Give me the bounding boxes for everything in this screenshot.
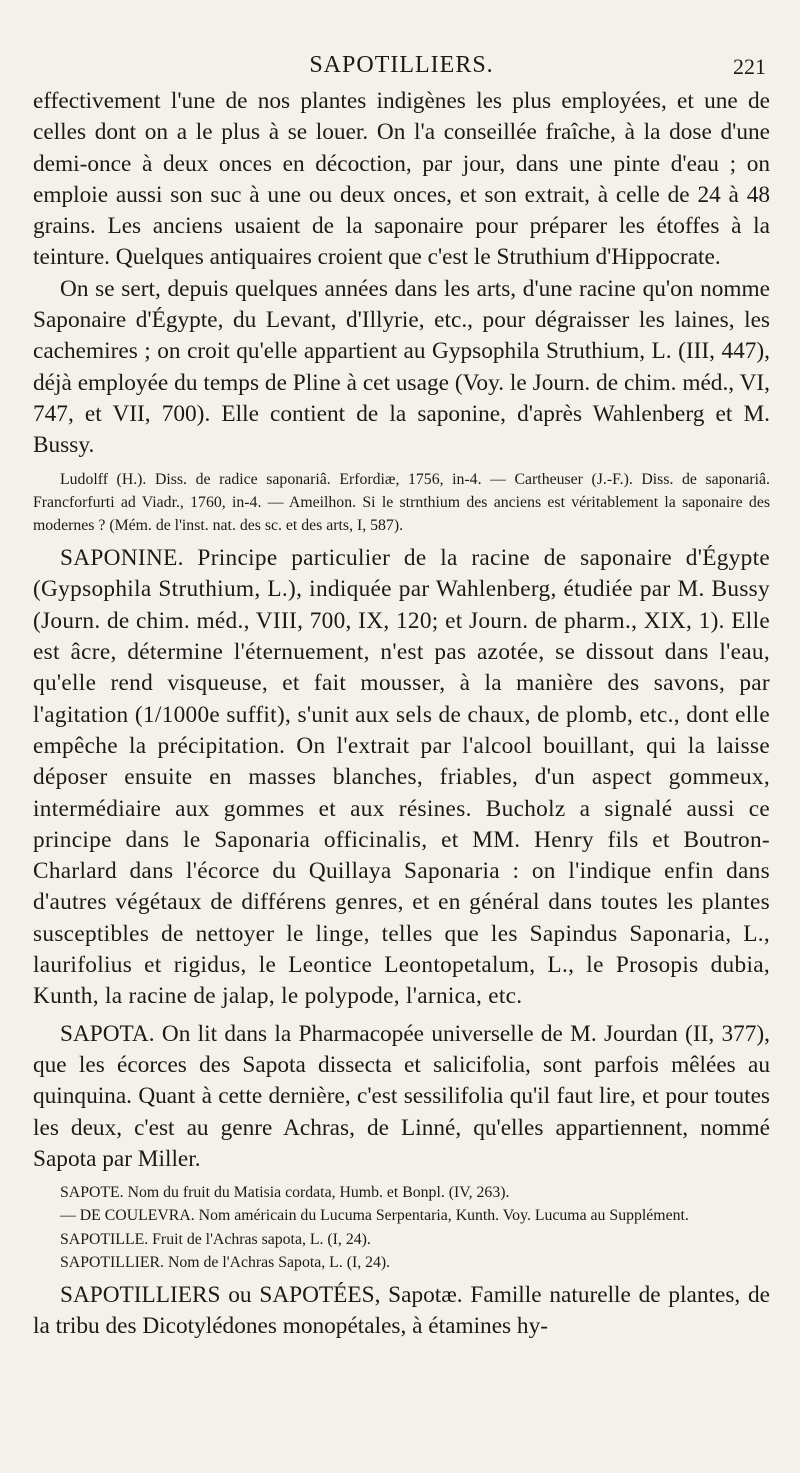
entry-saponine: SAPONINE. Principe particulier de la racine de saponaire d'Égypte (Gypsophila Struthium, L.), indiquée par Wahlenberg, étudiée par M. Bussy (Journ. de chim. méd., VIII, 700, IX, 120; et Journ. de pharm., XIX, 1). Elle est âcre, détermine l'éternuement, n'est pas azotée, se dissout dans l'eau, qu'elle rend visqueuse, et fait mousser, à la manière des savons, par l'agitation (1/1000e suffit), s'unit aux sels de chaux, de plomb, etc., dont elle empêche la précipitation. On l'extrait par l'alcool bouillant, qui la laisse déposer ensuite en masses blanches, friables, d'un aspect gommeux, intermédiaire aux gommes et aux résines. Bucholz a signalé aussi ce principe dans le Saponaria officinalis, et MM. Henry fils et Boutron-Charlard dans l'écorce du Quillaya Saponaria : on l'indique enfin dans d'autres végétaux de différens genres, et en général dans toutes les plantes susceptibles de nettoyer le linge, telles que les Sapindus Saponaria, L., laurifolius et rigidus, le Leontice Leontopetalum, L., le Prosopis dubia, Kunth, la racine de jalap, le polypode, l'arnica, etc.: [33, 545, 770, 1010]
note-de-coulevra: — DE COULEVRA. Nom américain du Lucuma Serpentaria, Kunth. Voy. Lucuma au Supplément.: [60, 1207, 689, 1225]
entry-sapotilliers: SAPOTILLIERS ou SAPOTÉES, Sapotæ. Famille naturelle de plantes, de la tribu des Dicotylédones monopétales, à étamines hy-: [33, 1281, 770, 1340]
note-sapote: SAPOTE. Nom du fruit du Matisia cordata, Humb. et Bonpl. (IV, 263).: [60, 1184, 510, 1202]
note-sapotille: SAPOTILLE. Fruit de l'Achras sapota, L. (I, 24).: [60, 1230, 371, 1248]
running-title: SAPOTILLIERS.: [309, 52, 494, 78]
entry-sapota: SAPOTA. On lit dans la Pharmacopée universelle de M. Jourdan (II, 377), que les écorces des Sapota dissecta et salicifolia, sont parfois mêlées au quinquina. Quant à cette dernière, c'est sessilifolia qu'il faut lire, et pour toutes les deux, c'est au genre Achras, de Linné, qu'elles appartiennent, nommé Sapota par Miller.: [33, 1020, 770, 1172]
paragraph-saponaire-egypte: On se sert, depuis quelques années dans les arts, d'une racine qu'on nomme Saponaire d'Égypte, du Levant, d'Illyrie, etc., pour dégraisser les laines, les cachemires ; on croit qu'elle appartient au Gypsophila Struthium, L. (III, 447), déjà employée du temps de Pline à cet usage (Voy. le Journ. de chim. méd., VI, 747, et VII, 700). Elle contient de la saponine, d'après Wahlenberg et M. Bussy.: [33, 275, 770, 459]
running-head: [33, 52, 770, 86]
note-sapotillier: SAPOTILLIER. Nom de l'Achras Sapota, L. (I, 24).: [60, 1253, 391, 1271]
note-bibliography: Ludolff (H.). Diss. de radice saponariâ. Erfordiæ, 1756, in-4. — Cartheuser (J.-F.). Diss. de saponariâ. Francforfurti ad Viadr., 1760, in-4. — Ameilhon. Si le strnthium des anciens est véritablement la saponaire des modernes ? (Mém. de l'inst. nat. des sc. et des arts, I, 587).: [33, 470, 770, 534]
paragraph-saponaire-use: effectivement l'une de nos plantes indigènes les plus employées, et une de celles dont on a le plus à se louer. On l'a conseillée fraîche, à la dose d'une demi-once à deux onces en décoction, par jour, dans une pinte d'eau ; on emploie aussi son suc à une ou deux onces, et son extrait, à celle de 24 à 48 grains. Les anciens usaient de la saponaire pour préparer les étoffes à la teinture. Quelques antiquaires croient que c'est le Struthium d'Hippocrate.: [33, 88, 770, 271]
page-number: 221: [733, 54, 766, 79]
